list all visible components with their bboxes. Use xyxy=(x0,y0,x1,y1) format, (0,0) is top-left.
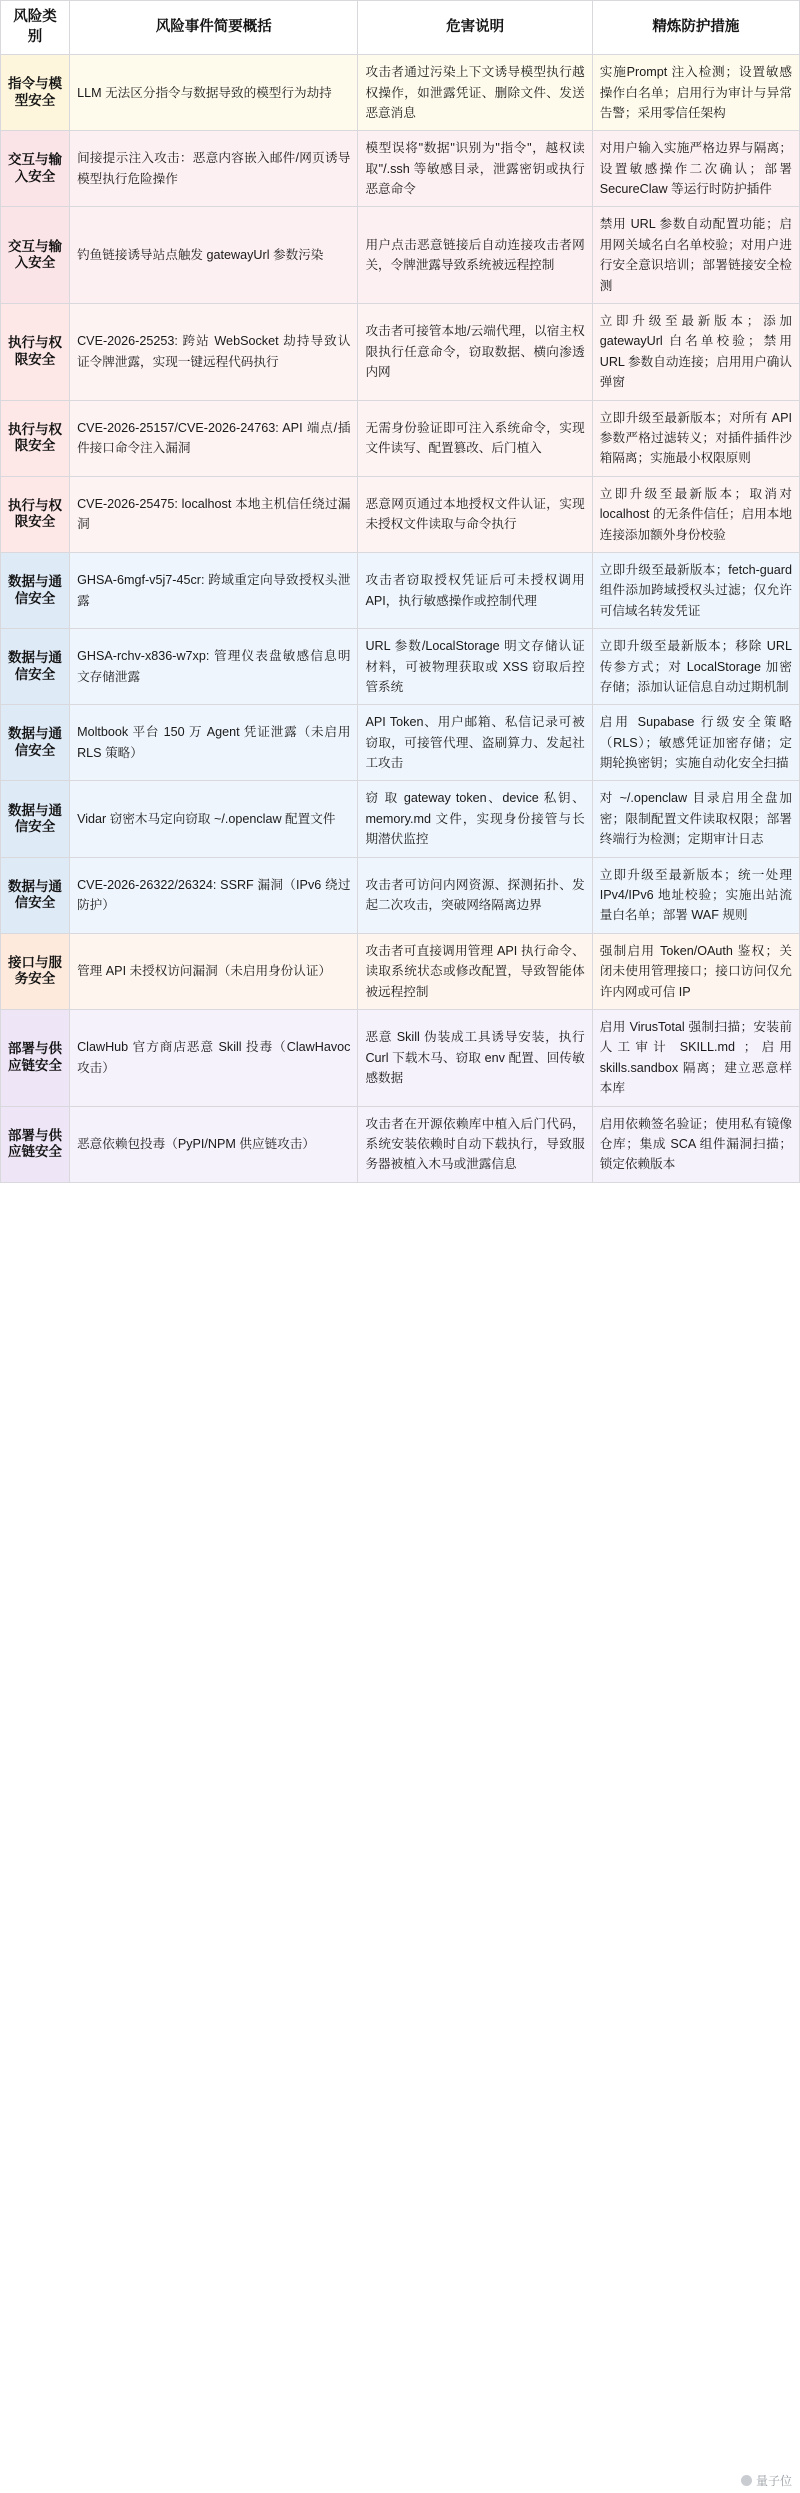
risk-brief: GHSA-rchv-x836-w7xp: 管理仪表盘敏感信息明文存储泄露 xyxy=(70,629,358,705)
table-row xyxy=(1,705,800,781)
risk-brief: GHSA-6mgf-v5j7-45cr: 跨域重定向导致授权头泄露 xyxy=(70,552,358,628)
risk-mitigation: 立即升级至最新版本；添加 gatewayUrl 白名单校验；禁用 URL 参数自动连接；启用用户确认弹窗 xyxy=(592,304,799,401)
risk-harm: 攻击者可访问内网资源、探测拓扑、发起二次攻击，突破网络隔离边界 xyxy=(358,857,592,933)
risk-category: 数据与通信安全 xyxy=(1,705,70,781)
column-header-harm: 危害说明 xyxy=(358,1,592,55)
risk-mitigation: 立即升级至最新版本；fetch-guard 组件添加跨域授权头过滤；仅允许可信域名转发凭证 xyxy=(592,552,799,628)
risk-category: 数据与通信安全 xyxy=(1,857,70,933)
table-row xyxy=(1,1009,800,1106)
risk-brief: 管理 API 未授权访问漏洞（未启用身份认证） xyxy=(70,933,358,1009)
risk-brief: 钓鱼链接诱导站点触发 gatewayUrl 参数污染 xyxy=(70,207,358,304)
table-row xyxy=(1,781,800,857)
risk-category: 部署与供应链安全 xyxy=(1,1009,70,1106)
risk-category: 数据与通信安全 xyxy=(1,552,70,628)
risk-mitigation: 对用户输入实施严格边界与隔离；设置敏感操作二次确认；部署 SecureClaw 等运行时防护插件 xyxy=(592,131,799,207)
risk-harm: API Token、用户邮箱、私信记录可被窃取，可接管代理、盗刷算力、发起社工攻击 xyxy=(358,705,592,781)
risk-category: 执行与权限安全 xyxy=(1,304,70,401)
risk-mitigation: 实施Prompt 注入检测；设置敏感操作白名单；启用行为审计与异常告警；采用零信任架构 xyxy=(592,55,799,131)
risk-harm: 攻击者在开源依赖库中植入后门代码，系统安装依赖时自动下载执行，导致服务器被植入木马或泄露信息 xyxy=(358,1106,592,1182)
risk-table xyxy=(0,0,800,1183)
risk-brief: 间接提示注入攻击：恶意内容嵌入邮件/网页诱导模型执行危险操作 xyxy=(70,131,358,207)
risk-category: 指令与模型安全 xyxy=(1,55,70,131)
risk-brief: CVE-2026-25157/CVE-2026-24763: API 端点/插件接口命令注入漏洞 xyxy=(70,400,358,476)
table-row xyxy=(1,207,800,304)
watermark-label: 量子位 xyxy=(755,2474,792,2488)
table-body xyxy=(1,55,800,1183)
column-header-brief: 风险事件简要概括 xyxy=(70,1,358,55)
risk-harm: 无需身份验证即可注入系统命令，实现文件读写、配置篡改、后门植入 xyxy=(358,400,592,476)
column-header-category: 风险类别 xyxy=(1,1,70,55)
risk-category: 数据与通信安全 xyxy=(1,781,70,857)
risk-brief: Vidar 窃密木马定向窃取 ~/.openclaw 配置文件 xyxy=(70,781,358,857)
risk-mitigation: 对 ~/.openclaw 目录启用全盘加密；限制配置文件读取权限；部署终端行为检测；定期审计日志 xyxy=(592,781,799,857)
table-row xyxy=(1,629,800,705)
risk-brief: 恶意依赖包投毒（PyPI/NPM 供应链攻击） xyxy=(70,1106,358,1182)
header-row xyxy=(1,1,800,55)
risk-harm: 攻击者窃取授权凭证后可未授权调用 API，执行敏感操作或控制代理 xyxy=(358,552,592,628)
table-row xyxy=(1,1106,800,1182)
table-row xyxy=(1,476,800,552)
table-row xyxy=(1,933,800,1009)
table-row xyxy=(1,400,800,476)
risk-harm: 恶意 Skill 伪装成工具诱导安装，执行 Curl 下载木马、窃取 env 配置、回传敏感数据 xyxy=(358,1009,592,1106)
risk-harm: 恶意网页通过本地授权文件认证，实现未授权文件读取与命令执行 xyxy=(358,476,592,552)
risk-mitigation: 强制启用 Token/OAuth 鉴权；关闭未使用管理接口；接口访问仅允许内网或可信 IP xyxy=(592,933,799,1009)
table-header xyxy=(1,1,800,55)
table-row xyxy=(1,304,800,401)
risk-harm: 攻击者通过污染上下文诱导模型执行越权操作，如泄露凭证、删除文件、发送恶意消息 xyxy=(358,55,592,131)
risk-brief: LLM 无法区分指令与数据导致的模型行为劫持 xyxy=(70,55,358,131)
risk-mitigation: 禁用 URL 参数自动配置功能；启用网关域名白名单校验；对用户进行安全意识培训；部署链接安全检测 xyxy=(592,207,799,304)
risk-harm: 攻击者可接管本地/云端代理，以宿主权限执行任意命令，窃取数据、横向渗透内网 xyxy=(358,304,592,401)
column-header-mitigation: 精炼防护措施 xyxy=(592,1,799,55)
risk-brief: ClawHub 官方商店恶意 Skill 投毒（ClawHavoc 攻击） xyxy=(70,1009,358,1106)
risk-mitigation: 立即升级至最新版本；对所有 API 参数严格过滤转义；对插件插件沙箱隔离；实施最小权限原则 xyxy=(592,400,799,476)
dot-logo-icon xyxy=(741,2475,752,2486)
risk-brief: Moltbook 平台 150 万 Agent 凭证泄露（未启用 RLS 策略） xyxy=(70,705,358,781)
risk-category: 执行与权限安全 xyxy=(1,476,70,552)
risk-mitigation: 启用 VirusTotal 强制扫描；安装前人工审计 SKILL.md ；启用 skills.sandbox 隔离；建立恶意样本库 xyxy=(592,1009,799,1106)
risk-category: 数据与通信安全 xyxy=(1,629,70,705)
risk-category: 交互与输入安全 xyxy=(1,131,70,207)
risk-mitigation: 立即升级至最新版本；统一处理 IPv4/IPv6 地址校验；实施出站流量白名单；部署 WAF 规则 xyxy=(592,857,799,933)
watermark xyxy=(741,2472,792,2489)
table-row xyxy=(1,857,800,933)
risk-mitigation: 启用 Supabase 行级安全策略（RLS）；敏感凭证加密存储；定期轮换密钥；实施自动化安全扫描 xyxy=(592,705,799,781)
risk-category: 接口与服务安全 xyxy=(1,933,70,1009)
risk-category: 部署与供应链安全 xyxy=(1,1106,70,1182)
risk-category: 交互与输入安全 xyxy=(1,207,70,304)
table-row xyxy=(1,55,800,131)
risk-harm: URL 参数/LocalStorage 明文存储认证材料，可被物理获取或 XSS 窃取后控管系统 xyxy=(358,629,592,705)
risk-mitigation: 启用依赖签名验证；使用私有镜像仓库；集成 SCA 组件漏洞扫描；锁定依赖版本 xyxy=(592,1106,799,1182)
risk-brief: CVE-2026-25475: localhost 本地主机信任绕过漏洞 xyxy=(70,476,358,552)
risk-harm: 攻击者可直接调用管理 API 执行命令、读取系统状态或修改配置，导致智能体被远程控制 xyxy=(358,933,592,1009)
risk-category: 执行与权限安全 xyxy=(1,400,70,476)
risk-harm: 模型误将"数据"识别为"指令"，越权读取"/.ssh 等敏感目录，泄露密钥或执行恶意命令 xyxy=(358,131,592,207)
risk-brief: CVE-2026-25253: 跨站 WebSocket 劫持导致认证令牌泄露，实现一键远程代码执行 xyxy=(70,304,358,401)
risk-mitigation: 立即升级至最新版本；取消对 localhost 的无条件信任；启用本地连接添加额外身份校验 xyxy=(592,476,799,552)
risk-mitigation: 立即升级至最新版本；移除 URL 传参方式；对 LocalStorage 加密存储；添加认证信息自动过期机制 xyxy=(592,629,799,705)
risk-brief: CVE-2026-26322/26324: SSRF 漏洞（IPv6 绕过防护） xyxy=(70,857,358,933)
risk-harm: 窃 取 gateway token、device 私钥、memory.md 文件，实现身份接管与长期潜伏监控 xyxy=(358,781,592,857)
table-row xyxy=(1,552,800,628)
risk-harm: 用户点击恶意链接后自动连接攻击者网关，令牌泄露导致系统被远程控制 xyxy=(358,207,592,304)
table-row xyxy=(1,131,800,207)
